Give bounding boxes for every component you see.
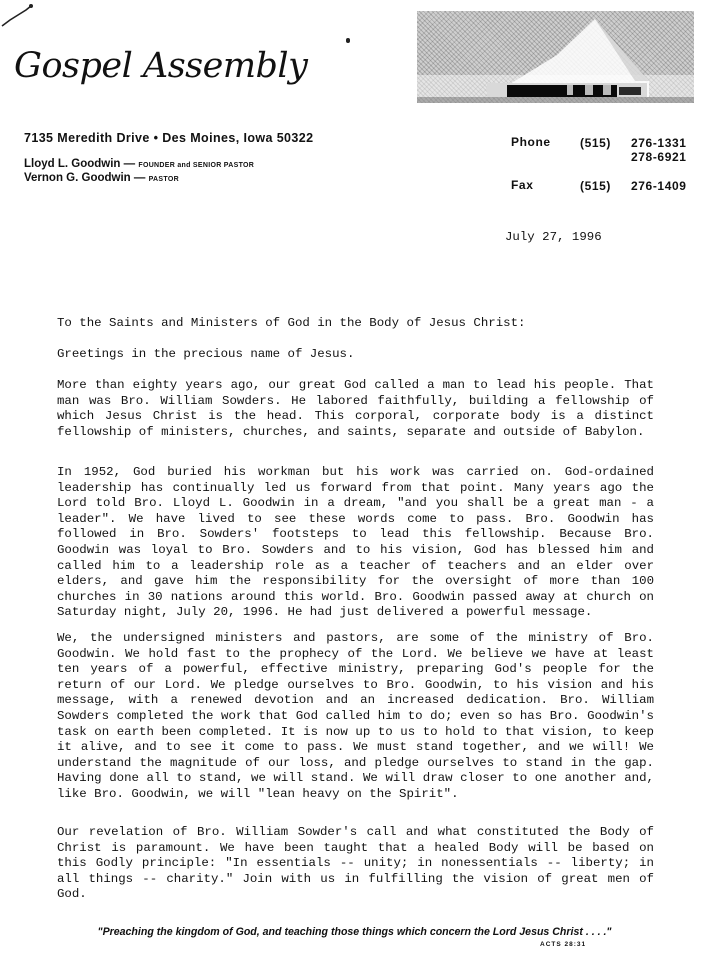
fax-area-code: (515) bbox=[580, 179, 612, 193]
founder-role: FOUNDER and SENIOR PASTOR bbox=[138, 162, 255, 169]
phone-number-2: 278-6921 bbox=[631, 150, 687, 164]
founder-pastor-line: Lloyd L. Goodwin — FOUNDER and SENIOR PASTOR bbox=[24, 158, 255, 170]
letter-paragraph-4: Our revelation of Bro. William Sowder's call and what constituted the Body of Christ is paramount. We have been taught that a healed Body will be based on this Godly principle: "In essentials -- unity; in nonessentials -- liberty; in all things -- charity." Join with us in fulfilling the vision of great men of God. bbox=[57, 825, 654, 902]
founder-name: Lloyd L. Goodwin bbox=[24, 158, 121, 170]
fax-number: 276-1409 bbox=[631, 179, 687, 193]
phone-label: Phone bbox=[511, 135, 551, 149]
pastor-line: Vernon G. Goodwin — PASTOR bbox=[24, 172, 179, 184]
pen-mark-decoration bbox=[0, 0, 40, 30]
letter-paragraph-2: In 1952, God buried his workman but his work was carried on. God-ordained leadership has continually led us forward from that point. Many years ago the Lord told Bro. Lloyd L. Goodwin in a dream, "and you shall be a great man - a leader". We have lived to see these words come to pass. Bro. Goodwin has followed in Bro. Sowders' footsteps to lead this fellowship. Because Bro. Goodwin was loyal to Bro. Sowders and to his vision, God has blessed him and called him to a leadership role as a teacher of teachers and an elder over elders, and gave him the responsibility for the oversight of more than 100 churches in 30 nations around this world. Bro. Goodwin passed away at church on Saturday night, July 20, 1996. He had just delivered a powerful message. bbox=[57, 465, 654, 620]
letter-paragraph-1: More than eighty years ago, our great God called a man to lead his people. That man was Bro. William Sowders. He labored faithfully, building a fellowship of which Jesus Christ is the head. This corporal, corporate body is a distinct fellowship of ministers, churches, and saints, separate and outside of Babylon. bbox=[57, 378, 654, 439]
church-address: 7135 Meredith Drive • Des Moines, Iowa 50322 bbox=[24, 131, 314, 145]
letter-salutation: To the Saints and Ministers of God in the Body of Jesus Christ: bbox=[57, 316, 526, 330]
organization-logo: Gospel Assembly bbox=[14, 46, 308, 86]
phone-area-code: (515) bbox=[580, 136, 612, 150]
letter-paragraph-3: We, the undersigned ministers and pastors, are some of the ministry of Bro. Goodwin. We hold fast to the prophecy of the Lord. We believe we have at least ten years of a powerful, effective ministry, preparing God's people for the return of our Lord. We pledge ourselves to Bro. Goodwin, to his vision and his message, with a renewed devotion and an increased dedication. Bro. William Sowders completed the work that God called him to do; even so has Bro. Goodwin's task on earth been completed. It is now up to us to hold to that vision, to keep it alive, and to see it come to pass. We must stand together, and we will! We understand the magnitude of our loss, and pledge ourselves to stand in the gap. Having done all to stand, we will stand. We will draw closer to one another and, like Bro. Goodwin, we will "lean heavy on the Spirit". bbox=[57, 631, 654, 801]
church-building-photo bbox=[417, 11, 694, 103]
pastor-name: Vernon G. Goodwin bbox=[24, 172, 131, 184]
footer-motto: "Preaching the kingdom of God, and teaching those things which concern the Lord Jesus Christ . . . ." bbox=[97, 926, 612, 938]
pastor-role: PASTOR bbox=[148, 176, 179, 183]
ink-dot bbox=[346, 38, 350, 43]
footer-citation: ACTS 28:31 bbox=[540, 941, 587, 948]
letter-date: July 27, 1996 bbox=[505, 230, 602, 244]
fax-label: Fax bbox=[511, 178, 534, 192]
phone-number-1: 276-1331 bbox=[631, 136, 687, 150]
letter-greeting: Greetings in the precious name of Jesus. bbox=[57, 347, 355, 361]
